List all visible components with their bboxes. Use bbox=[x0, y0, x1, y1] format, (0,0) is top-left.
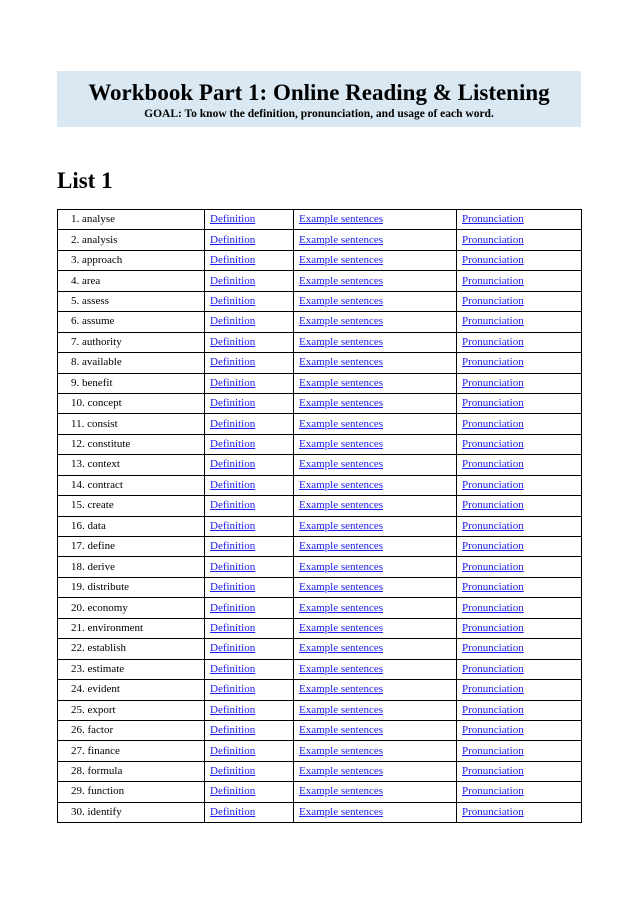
definition-cell bbox=[205, 741, 294, 761]
word-cell: 18. derive bbox=[58, 557, 205, 577]
table-row bbox=[58, 557, 582, 577]
table-row bbox=[58, 434, 582, 454]
example-sentences-cell bbox=[294, 802, 457, 822]
pronunciation-link[interactable]: Pronunciation bbox=[462, 724, 524, 737]
example-sentences-link[interactable]: Example sentences bbox=[299, 765, 383, 778]
pronunciation-link[interactable]: Pronunciation bbox=[462, 581, 524, 594]
table-row bbox=[58, 639, 582, 659]
word-cell: 6. assume bbox=[58, 312, 205, 332]
word-cell: 26. factor bbox=[58, 720, 205, 740]
definition-link[interactable]: Definition bbox=[210, 438, 256, 451]
pronunciation-link[interactable]: Pronunciation bbox=[462, 376, 524, 389]
definition-cell bbox=[205, 230, 294, 250]
example-sentences-link[interactable]: Example sentences bbox=[299, 560, 383, 573]
pronunciation-link[interactable]: Pronunciation bbox=[462, 785, 524, 798]
pronunciation-link[interactable]: Pronunciation bbox=[462, 601, 524, 614]
pronunciation-cell bbox=[457, 741, 582, 761]
definition-cell bbox=[205, 598, 294, 618]
page-title: Workbook Part 1: Online Reading & Listening bbox=[88, 80, 550, 105]
pronunciation-link[interactable]: Pronunciation bbox=[462, 458, 524, 471]
word-cell: 15. create bbox=[58, 496, 205, 516]
pronunciation-cell bbox=[457, 210, 582, 230]
word-cell: 7. authority bbox=[58, 332, 205, 352]
definition-cell bbox=[205, 393, 294, 413]
example-sentences-link[interactable]: Example sentences bbox=[299, 662, 383, 675]
table-row bbox=[58, 332, 582, 352]
pronunciation-link[interactable]: Pronunciation bbox=[462, 438, 524, 451]
word-cell: 11. consist bbox=[58, 414, 205, 434]
example-sentences-link[interactable]: Example sentences bbox=[299, 683, 383, 696]
table-row bbox=[58, 393, 582, 413]
word-cell: 30. identify bbox=[58, 802, 205, 822]
table-row bbox=[58, 598, 582, 618]
example-sentences-link[interactable]: Example sentences bbox=[299, 499, 383, 512]
definition-link[interactable]: Definition bbox=[210, 540, 256, 553]
example-sentences-cell bbox=[294, 393, 457, 413]
pronunciation-cell bbox=[457, 373, 582, 393]
example-sentences-link[interactable]: Example sentences bbox=[299, 213, 383, 226]
word-cell: 25. export bbox=[58, 700, 205, 720]
definition-link[interactable]: Definition bbox=[210, 315, 256, 328]
definition-link[interactable]: Definition bbox=[210, 519, 256, 532]
table-row bbox=[58, 659, 582, 679]
table-row bbox=[58, 475, 582, 495]
word-cell: 9. benefit bbox=[58, 373, 205, 393]
definition-cell bbox=[205, 516, 294, 536]
pronunciation-link[interactable]: Pronunciation bbox=[462, 315, 524, 328]
example-sentences-cell bbox=[294, 455, 457, 475]
definition-cell bbox=[205, 618, 294, 638]
definition-cell bbox=[205, 455, 294, 475]
word-cell: 16. data bbox=[58, 516, 205, 536]
definition-cell bbox=[205, 332, 294, 352]
example-sentences-link[interactable]: Example sentences bbox=[299, 458, 383, 471]
definition-cell bbox=[205, 577, 294, 597]
pronunciation-cell bbox=[457, 414, 582, 434]
example-sentences-link[interactable]: Example sentences bbox=[299, 621, 383, 634]
example-sentences-cell bbox=[294, 414, 457, 434]
definition-link[interactable]: Definition bbox=[210, 662, 256, 675]
example-sentences-cell bbox=[294, 639, 457, 659]
pronunciation-cell bbox=[457, 537, 582, 557]
definition-cell bbox=[205, 802, 294, 822]
pronunciation-link[interactable]: Pronunciation bbox=[462, 540, 524, 553]
definition-cell bbox=[205, 496, 294, 516]
table-row bbox=[58, 680, 582, 700]
pronunciation-link[interactable]: Pronunciation bbox=[462, 254, 524, 267]
definition-cell bbox=[205, 250, 294, 270]
definition-link[interactable]: Definition bbox=[210, 724, 256, 737]
pronunciation-link[interactable]: Pronunciation bbox=[462, 274, 524, 287]
example-sentences-link[interactable]: Example sentences bbox=[299, 519, 383, 532]
definition-link[interactable]: Definition bbox=[210, 254, 256, 267]
example-sentences-cell bbox=[294, 577, 457, 597]
definition-link[interactable]: Definition bbox=[210, 601, 256, 614]
definition-cell bbox=[205, 557, 294, 577]
pronunciation-link[interactable]: Pronunciation bbox=[462, 621, 524, 634]
table-row bbox=[58, 291, 582, 311]
pronunciation-cell bbox=[457, 434, 582, 454]
pronunciation-cell bbox=[457, 250, 582, 270]
example-sentences-cell bbox=[294, 373, 457, 393]
word-cell: 8. available bbox=[58, 353, 205, 373]
table-row bbox=[58, 516, 582, 536]
word-cell: 4. area bbox=[58, 271, 205, 291]
pronunciation-cell bbox=[457, 557, 582, 577]
table-row bbox=[58, 455, 582, 475]
pronunciation-link[interactable]: Pronunciation bbox=[462, 805, 524, 818]
definition-cell bbox=[205, 434, 294, 454]
table-row bbox=[58, 271, 582, 291]
example-sentences-link[interactable]: Example sentences bbox=[299, 335, 383, 348]
word-cell: 20. economy bbox=[58, 598, 205, 618]
definition-link[interactable]: Definition bbox=[210, 478, 256, 491]
definition-link[interactable]: Definition bbox=[210, 581, 256, 594]
example-sentences-link[interactable]: Example sentences bbox=[299, 294, 383, 307]
example-sentences-cell bbox=[294, 353, 457, 373]
header-box bbox=[57, 71, 581, 127]
example-sentences-link[interactable]: Example sentences bbox=[299, 254, 383, 267]
pronunciation-cell bbox=[457, 639, 582, 659]
example-sentences-cell bbox=[294, 761, 457, 781]
example-sentences-cell bbox=[294, 537, 457, 557]
example-sentences-link[interactable]: Example sentences bbox=[299, 601, 383, 614]
pronunciation-cell bbox=[457, 312, 582, 332]
word-cell: 29. function bbox=[58, 782, 205, 802]
word-table bbox=[57, 209, 582, 823]
table-row bbox=[58, 373, 582, 393]
pronunciation-link[interactable]: Pronunciation bbox=[462, 642, 524, 655]
word-cell: 5. assess bbox=[58, 291, 205, 311]
definition-link[interactable]: Definition bbox=[210, 560, 256, 573]
example-sentences-cell bbox=[294, 475, 457, 495]
definition-cell bbox=[205, 210, 294, 230]
word-cell: 2. analysis bbox=[58, 230, 205, 250]
definition-cell bbox=[205, 761, 294, 781]
example-sentences-link[interactable]: Example sentences bbox=[299, 805, 383, 818]
table-row bbox=[58, 741, 582, 761]
pronunciation-link[interactable]: Pronunciation bbox=[462, 662, 524, 675]
definition-cell bbox=[205, 782, 294, 802]
word-cell: 19. distribute bbox=[58, 577, 205, 597]
example-sentences-cell bbox=[294, 516, 457, 536]
example-sentences-link[interactable]: Example sentences bbox=[299, 581, 383, 594]
example-sentences-link[interactable]: Example sentences bbox=[299, 703, 383, 716]
definition-cell bbox=[205, 537, 294, 557]
example-sentences-cell bbox=[294, 250, 457, 270]
example-sentences-link[interactable]: Example sentences bbox=[299, 397, 383, 410]
pronunciation-cell bbox=[457, 516, 582, 536]
word-cell: 10. concept bbox=[58, 393, 205, 413]
example-sentences-link[interactable]: Example sentences bbox=[299, 642, 383, 655]
example-sentences-link[interactable]: Example sentences bbox=[299, 274, 383, 287]
example-sentences-link[interactable]: Example sentences bbox=[299, 233, 383, 246]
definition-cell bbox=[205, 700, 294, 720]
definition-link[interactable]: Definition bbox=[210, 213, 256, 226]
word-cell: 13. context bbox=[58, 455, 205, 475]
table-row bbox=[58, 537, 582, 557]
table-row bbox=[58, 414, 582, 434]
example-sentences-link[interactable]: Example sentences bbox=[299, 356, 383, 369]
definition-link[interactable]: Definition bbox=[210, 499, 256, 512]
word-cell: 22. establish bbox=[58, 639, 205, 659]
word-cell: 28. formula bbox=[58, 761, 205, 781]
definition-link[interactable]: Definition bbox=[210, 458, 256, 471]
word-cell: 1. analyse bbox=[58, 210, 205, 230]
example-sentences-link[interactable]: Example sentences bbox=[299, 438, 383, 451]
example-sentences-cell bbox=[294, 557, 457, 577]
pronunciation-cell bbox=[457, 455, 582, 475]
word-cell: 23. estimate bbox=[58, 659, 205, 679]
pronunciation-link[interactable]: Pronunciation bbox=[462, 294, 524, 307]
example-sentences-link[interactable]: Example sentences bbox=[299, 315, 383, 328]
table-row bbox=[58, 700, 582, 720]
example-sentences-link[interactable]: Example sentences bbox=[299, 744, 383, 757]
definition-link[interactable]: Definition bbox=[210, 376, 256, 389]
definition-link[interactable]: Definition bbox=[210, 642, 256, 655]
example-sentences-cell bbox=[294, 496, 457, 516]
example-sentences-cell bbox=[294, 332, 457, 352]
pronunciation-cell bbox=[457, 802, 582, 822]
example-sentences-link[interactable]: Example sentences bbox=[299, 417, 383, 430]
example-sentences-cell bbox=[294, 741, 457, 761]
definition-link[interactable]: Definition bbox=[210, 744, 256, 757]
table-row bbox=[58, 802, 582, 822]
definition-link[interactable]: Definition bbox=[210, 335, 256, 348]
example-sentences-link[interactable]: Example sentences bbox=[299, 376, 383, 389]
pronunciation-cell bbox=[457, 230, 582, 250]
definition-cell bbox=[205, 639, 294, 659]
word-cell: 24. evident bbox=[58, 680, 205, 700]
pronunciation-link[interactable]: Pronunciation bbox=[462, 703, 524, 716]
table-row bbox=[58, 230, 582, 250]
table-row bbox=[58, 618, 582, 638]
example-sentences-cell bbox=[294, 782, 457, 802]
pronunciation-cell bbox=[457, 680, 582, 700]
pronunciation-cell bbox=[457, 271, 582, 291]
word-cell: 14. contract bbox=[58, 475, 205, 495]
example-sentences-cell bbox=[294, 618, 457, 638]
pronunciation-link[interactable]: Pronunciation bbox=[462, 744, 524, 757]
definition-link[interactable]: Definition bbox=[210, 417, 256, 430]
example-sentences-cell bbox=[294, 700, 457, 720]
word-cell: 3. approach bbox=[58, 250, 205, 270]
definition-link[interactable]: Definition bbox=[210, 683, 256, 696]
definition-link[interactable]: Definition bbox=[210, 233, 256, 246]
word-cell: 21. environment bbox=[58, 618, 205, 638]
example-sentences-cell bbox=[294, 291, 457, 311]
pronunciation-cell bbox=[457, 332, 582, 352]
example-sentences-cell bbox=[294, 312, 457, 332]
table-row bbox=[58, 353, 582, 373]
pronunciation-link[interactable]: Pronunciation bbox=[462, 478, 524, 491]
definition-cell bbox=[205, 680, 294, 700]
table-row bbox=[58, 782, 582, 802]
pronunciation-link[interactable]: Pronunciation bbox=[462, 397, 524, 410]
pronunciation-link[interactable]: Pronunciation bbox=[462, 499, 524, 512]
pronunciation-cell bbox=[457, 496, 582, 516]
definition-link[interactable]: Definition bbox=[210, 356, 256, 369]
definition-link[interactable]: Definition bbox=[210, 274, 256, 287]
example-sentences-cell bbox=[294, 598, 457, 618]
pronunciation-cell bbox=[457, 761, 582, 781]
definition-cell bbox=[205, 291, 294, 311]
definition-link[interactable]: Definition bbox=[210, 397, 256, 410]
pronunciation-link[interactable]: Pronunciation bbox=[462, 683, 524, 696]
pronunciation-cell bbox=[457, 720, 582, 740]
table-row bbox=[58, 496, 582, 516]
pronunciation-link[interactable]: Pronunciation bbox=[462, 213, 524, 226]
example-sentences-link[interactable]: Example sentences bbox=[299, 478, 383, 491]
pronunciation-cell bbox=[457, 782, 582, 802]
word-cell: 12. constitute bbox=[58, 434, 205, 454]
pronunciation-cell bbox=[457, 618, 582, 638]
definition-cell bbox=[205, 475, 294, 495]
definition-cell bbox=[205, 271, 294, 291]
word-cell: 27. finance bbox=[58, 741, 205, 761]
definition-link[interactable]: Definition bbox=[210, 703, 256, 716]
example-sentences-cell bbox=[294, 230, 457, 250]
table-row bbox=[58, 720, 582, 740]
table-row bbox=[58, 761, 582, 781]
pronunciation-link[interactable]: Pronunciation bbox=[462, 560, 524, 573]
pronunciation-link[interactable]: Pronunciation bbox=[462, 519, 524, 532]
pronunciation-cell bbox=[457, 659, 582, 679]
pronunciation-link[interactable]: Pronunciation bbox=[462, 356, 524, 369]
pronunciation-link[interactable]: Pronunciation bbox=[462, 335, 524, 348]
pronunciation-link[interactable]: Pronunciation bbox=[462, 417, 524, 430]
example-sentences-link[interactable]: Example sentences bbox=[299, 540, 383, 553]
definition-link[interactable]: Definition bbox=[210, 765, 256, 778]
table-row bbox=[58, 250, 582, 270]
pronunciation-cell bbox=[457, 291, 582, 311]
pronunciation-cell bbox=[457, 577, 582, 597]
definition-cell bbox=[205, 312, 294, 332]
definition-link[interactable]: Definition bbox=[210, 294, 256, 307]
pronunciation-link[interactable]: Pronunciation bbox=[462, 765, 524, 778]
goal-text: GOAL: To know the definition, pronunciation, and usage of each word. bbox=[144, 108, 494, 120]
definition-cell bbox=[205, 373, 294, 393]
definition-link[interactable]: Definition bbox=[210, 785, 256, 798]
example-sentences-link[interactable]: Example sentences bbox=[299, 785, 383, 798]
example-sentences-cell bbox=[294, 434, 457, 454]
table-row bbox=[58, 312, 582, 332]
example-sentences-cell bbox=[294, 271, 457, 291]
table-row bbox=[58, 577, 582, 597]
example-sentences-cell bbox=[294, 720, 457, 740]
definition-cell bbox=[205, 659, 294, 679]
pronunciation-link[interactable]: Pronunciation bbox=[462, 233, 524, 246]
example-sentences-cell bbox=[294, 659, 457, 679]
example-sentences-cell bbox=[294, 210, 457, 230]
list-title: List 1 bbox=[57, 168, 113, 193]
pronunciation-cell bbox=[457, 475, 582, 495]
table-row bbox=[58, 210, 582, 230]
definition-cell bbox=[205, 414, 294, 434]
pronunciation-cell bbox=[457, 700, 582, 720]
definition-link[interactable]: Definition bbox=[210, 805, 256, 818]
pronunciation-cell bbox=[457, 393, 582, 413]
pronunciation-cell bbox=[457, 353, 582, 373]
word-rows bbox=[58, 210, 582, 823]
example-sentences-cell bbox=[294, 680, 457, 700]
definition-cell bbox=[205, 353, 294, 373]
word-cell: 17. define bbox=[58, 537, 205, 557]
example-sentences-link[interactable]: Example sentences bbox=[299, 724, 383, 737]
definition-cell bbox=[205, 720, 294, 740]
pronunciation-cell bbox=[457, 598, 582, 618]
definition-link[interactable]: Definition bbox=[210, 621, 256, 634]
